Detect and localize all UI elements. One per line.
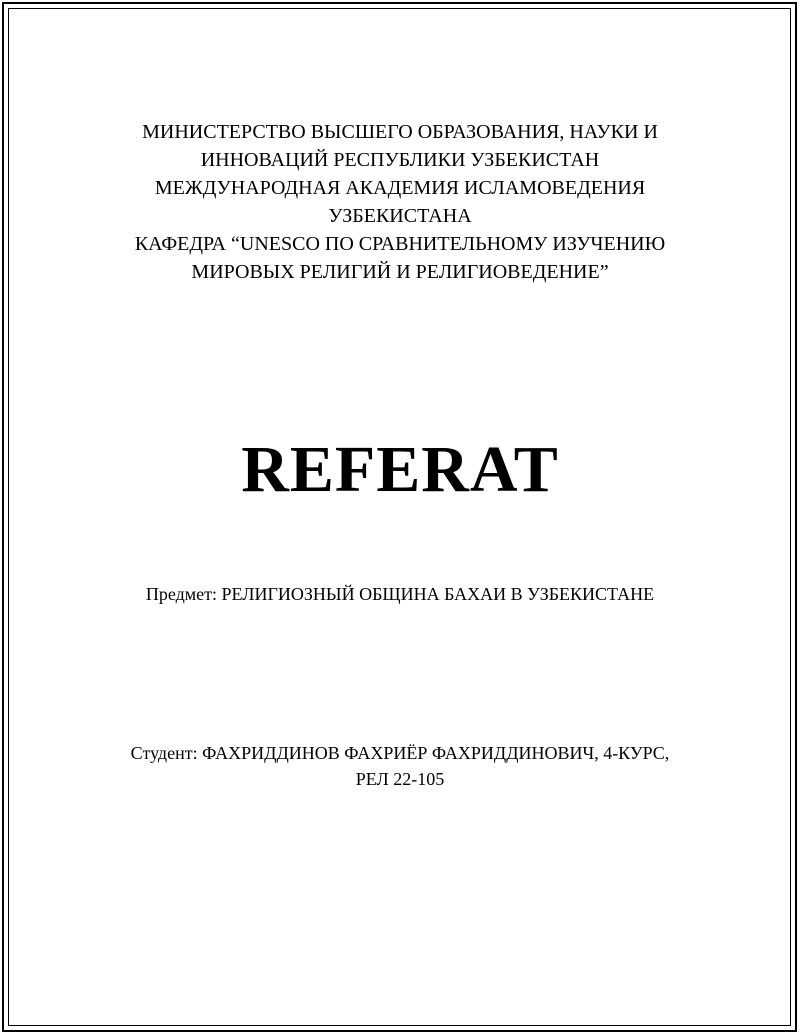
student-line: РЕЛ 22-105 [355, 769, 445, 789]
subject-line: Предмет: РЕЛИГИОЗНЫЙ ОБЩИНА БАХАИ В УЗБЕКИСТАНЕ [145, 584, 655, 604]
student-info [0, 740, 800, 792]
document-title: REFERAT [241, 433, 559, 506]
header-line: МЕЖДУНАРОДНАЯ АКАДЕМИЯ ИСЛАМОВЕДЕНИЯ [154, 177, 646, 199]
institution-header [0, 118, 800, 286]
header-line: МИНИСТЕРСТВО ВЫСШЕГО ОБРАЗОВАНИЯ, НАУКИ И [142, 121, 658, 143]
header-line: МИРОВЫХ РЕЛИГИЙ И РЕЛИГИОВЕДЕНИЕ” [191, 261, 609, 283]
header-line: УЗБЕКИСТАНА [328, 205, 472, 227]
header-line: ИННОВАЦИЙ РЕСПУБЛИКИ УЗБЕКИСТАН [200, 149, 600, 171]
header-line: КАФЕДРА “UNESCO ПО СРАВНИТЕЛЬНОМУ ИЗУЧЕНИЮ [134, 233, 666, 255]
student-line: Студент: ФАХРИДДИНОВ ФАХРИЁР ФАХРИДДИНОВИЧ, 4-КУРС, [130, 743, 670, 763]
